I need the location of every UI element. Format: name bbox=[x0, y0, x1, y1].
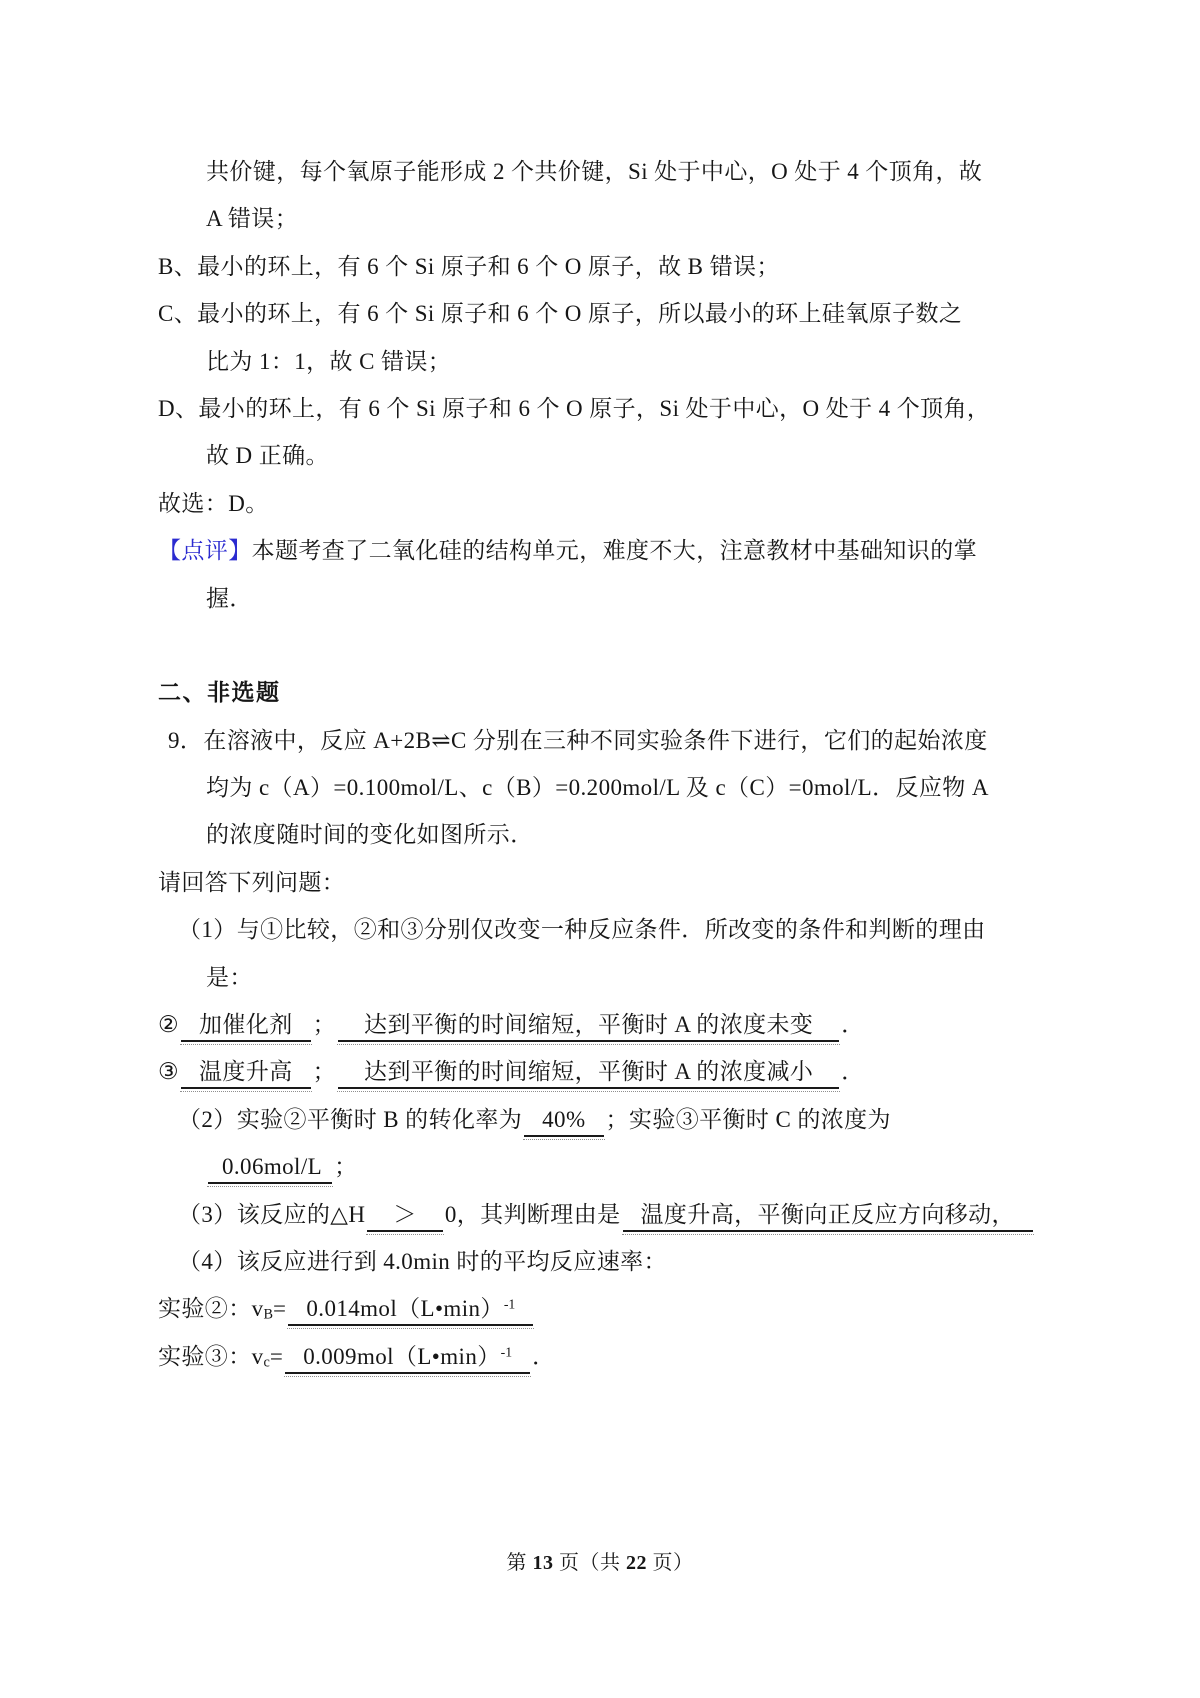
answer-blank-reason-2 bbox=[338, 1009, 839, 1042]
answer-blank-conversion-rate bbox=[524, 1104, 603, 1137]
footer-text-pre: 第 bbox=[506, 1552, 533, 1574]
sub-question-2-pre: （2）实验②平衡时 B 的转化率为 bbox=[178, 1106, 523, 1132]
comment-label: 【点评】 bbox=[158, 538, 252, 564]
answer-blank-concentration bbox=[208, 1151, 332, 1184]
section-gap bbox=[158, 622, 1070, 669]
sub-question-3-line bbox=[158, 1191, 1070, 1238]
sub-question-2-end: ； bbox=[334, 1154, 358, 1180]
circled-3-marker: ③ bbox=[158, 1059, 180, 1085]
answer-blank-condition-3 bbox=[181, 1056, 311, 1089]
question-9-intro-3: 的浓度随时间的变化如图所示． bbox=[206, 822, 534, 848]
answer-blank-reason-3-text: 达到平衡的时间缩短，平衡时 A 的浓度减小 bbox=[364, 1059, 814, 1085]
answer-row-2 bbox=[158, 1001, 1070, 1048]
answer-blank-concentration-text: 0.06mol/L bbox=[222, 1154, 323, 1180]
page-footer bbox=[0, 1546, 1200, 1575]
answer-blank-rate-vc-text: 0.009mol（L•min） bbox=[303, 1343, 501, 1369]
answer-row-2-separator: ； bbox=[312, 1012, 337, 1038]
sub-question-2-line-1 bbox=[158, 1096, 1070, 1143]
comment-text-1: 本题考查了二氧化硅的结构单元，难度不大，注意教材中基础知识的掌 bbox=[251, 538, 978, 564]
answer-blank-condition-2-text: 加催化剂 bbox=[199, 1012, 293, 1038]
sub-question-3-mid: 0，其判断理由是 bbox=[444, 1201, 621, 1227]
footer-text-end: 页） bbox=[647, 1552, 694, 1574]
rate-row-experiment-3 bbox=[158, 1333, 1070, 1380]
answer-row-3 bbox=[158, 1048, 1070, 1095]
sub-question-1-line-1: （1）与①比较，②和③分别仅改变一种反应条件．所改变的条件和判断的理由 bbox=[178, 917, 986, 943]
answer-blank-rate-vb bbox=[288, 1293, 533, 1326]
answer-blank-conversion-rate-text: 40% bbox=[542, 1106, 586, 1132]
rate-row-3-period: ． bbox=[532, 1343, 556, 1369]
answer-blank-delta-h-sign bbox=[367, 1199, 442, 1232]
answer-row-3-period: ． bbox=[841, 1059, 865, 1085]
answer-blank-reason-3 bbox=[338, 1056, 839, 1089]
rate-row-3-superscript: -1 bbox=[500, 1344, 513, 1360]
section-heading: 二、非选题 bbox=[158, 679, 281, 706]
option-b-analysis: B、最小的环上，有 6 个 Si 原子和 6 个 O 原子，故 B 错误； bbox=[158, 253, 780, 279]
footer-total-pages: 22 bbox=[626, 1552, 647, 1574]
sub-question-3-pre: （3）该反应的△H bbox=[178, 1201, 366, 1227]
question-9-prompt: 请回答下列问题： bbox=[158, 869, 346, 895]
answer-row-2-period: ． bbox=[841, 1012, 865, 1038]
explanation-line-a1: 共价键，每个氧原子能形成 2 个共价键，Si 处于中心，O 处于 4 个顶角，故 bbox=[206, 159, 983, 184]
answer-choice-line: 故选：D。 bbox=[158, 490, 269, 516]
answer-blank-delta-h-reason bbox=[623, 1199, 1033, 1232]
sub-question-4-line: （4）该反应进行到 4.0min 时的平均反应速率： bbox=[178, 1248, 667, 1274]
option-c-analysis-2: 比为 1：1，故 C 错误； bbox=[206, 348, 452, 374]
answer-blank-rate-vb-text: 0.014mol（L•min） bbox=[306, 1296, 504, 1322]
answer-blank-delta-h-sign-text: ＞ bbox=[393, 1201, 417, 1227]
sub-question-1-line-2: 是： bbox=[206, 964, 253, 990]
footer-page-number: 13 bbox=[532, 1552, 554, 1574]
comment-line-1 bbox=[158, 527, 1070, 574]
sub-question-2-line-2 bbox=[158, 1143, 1070, 1190]
answer-blank-delta-h-reason-text: 温度升高，平衡向正反应方向移动， bbox=[640, 1201, 1015, 1227]
answer-blank-condition-3-text: 温度升高 bbox=[199, 1059, 293, 1085]
rate-row-2-pre: 实验②：v bbox=[158, 1296, 264, 1322]
rate-row-3-pre: 实验③：v bbox=[158, 1343, 264, 1369]
answer-row-3-separator: ； bbox=[312, 1059, 337, 1085]
rate-row-3-subscript: c bbox=[263, 1354, 270, 1371]
question-9-intro-2: 均为 c（A）=0.100mol/L、c（B）=0.200mol/L 及 c（C）=0mol/L．反应物 A bbox=[206, 775, 989, 801]
comment-line-2: 握． bbox=[206, 585, 253, 611]
rate-row-experiment-2 bbox=[158, 1285, 1070, 1332]
document-content bbox=[158, 148, 1070, 1380]
answer-blank-reason-2-text: 达到平衡的时间缩短，平衡时 A 的浓度未变 bbox=[364, 1012, 814, 1038]
option-d-analysis-2: 故 D 正确。 bbox=[206, 443, 329, 469]
explanation-line-a2: A 错误； bbox=[206, 206, 299, 232]
rate-row-2-equals: = bbox=[273, 1296, 287, 1322]
rate-row-2-subscript: B bbox=[263, 1306, 274, 1323]
answer-blank-condition-2 bbox=[181, 1009, 311, 1042]
rate-row-3-equals: = bbox=[269, 1343, 284, 1369]
question-9-intro-1: 9．在溶液中，反应 A+2B⇌C 分别在三种不同实验条件下进行，它们的起始浓度 bbox=[168, 727, 988, 753]
rate-row-2-superscript: -1 bbox=[503, 1296, 516, 1312]
option-d-analysis-1: D、最小的环上，有 6 个 Si 原子和 6 个 O 原子，Si 处于中心，O 处于 4 个顶角， bbox=[158, 395, 991, 421]
answer-blank-rate-vc bbox=[285, 1341, 530, 1374]
footer-text-mid: 页（共 bbox=[553, 1552, 626, 1574]
circled-2-marker: ② bbox=[158, 1012, 180, 1038]
sub-question-2-mid: ；实验③平衡时 C 的浓度为 bbox=[605, 1106, 891, 1132]
option-c-analysis-1: C、最小的环上，有 6 个 Si 原子和 6 个 O 原子，所以最小的环上硅氧原子数之 bbox=[158, 301, 963, 327]
